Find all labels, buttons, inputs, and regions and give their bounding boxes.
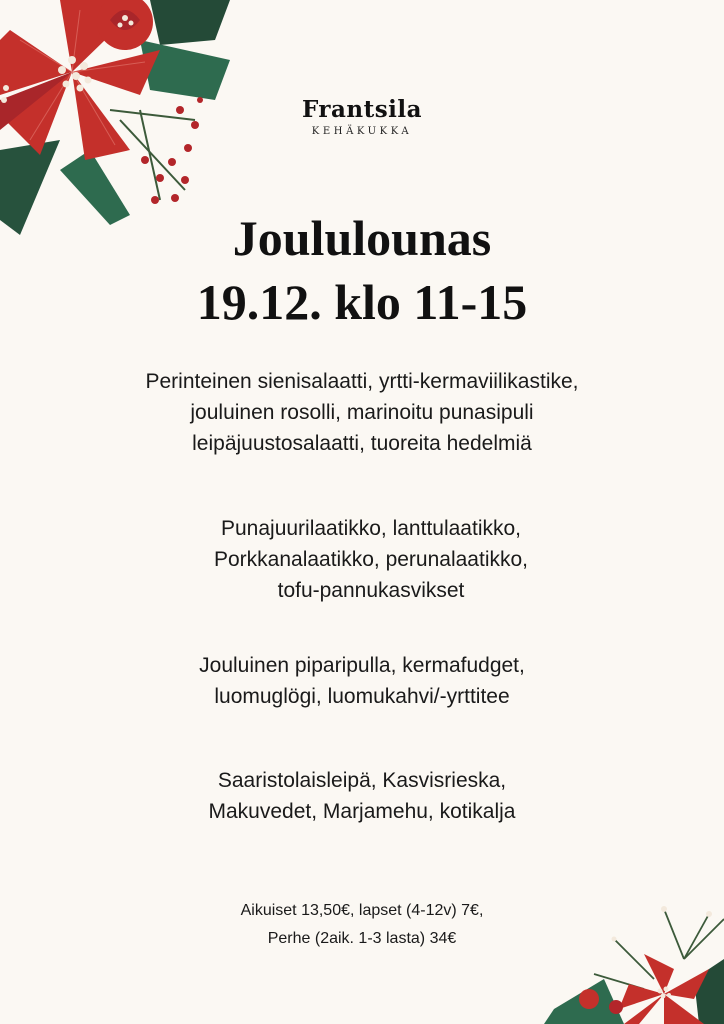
menu-line: Perinteinen sienisalaatti, yrtti-kermaviilikastike, — [145, 370, 579, 393]
menu-line: Porkkanalaatikko, perunalaatikko, — [213, 548, 528, 571]
menu-section-desserts — [0, 650, 724, 712]
brand-name: Frantsila — [301, 96, 423, 123]
menu-line: Saaristolaisleipä, Kasvisrieska, — [217, 769, 507, 792]
price-line: Perhe (2aik. 1-3 lasta) 34€ — [267, 930, 457, 947]
menu-line: Punajuurilaatikko, lanttulaatikko, — [220, 517, 521, 540]
menu-line: luomuglögi, luomukahvi/-yrttitee — [214, 685, 510, 708]
menu-section-casseroles — [0, 513, 724, 606]
menu-line: leipäjuustosalaatti, tuoreita hedelmiä — [192, 432, 532, 455]
price-list — [0, 897, 724, 953]
brand-subtitle: KEHÄKUKKA — [311, 126, 413, 137]
menu-line: tofu-pannukasvikset — [277, 579, 465, 602]
menu-section-breads-drinks — [0, 765, 724, 827]
menu-section-salads — [0, 366, 724, 459]
price-line: Aikuiset 13,50€, lapset (4-12v) 7€, — [240, 902, 484, 919]
title-line-name: Joululounas — [232, 210, 492, 266]
title-line-date: 19.12. klo 11-15 — [196, 274, 528, 330]
brand-logo — [0, 96, 724, 137]
menu-line: jouluinen rosolli, marinoitu punasipuli — [190, 401, 534, 424]
page-title — [0, 206, 724, 334]
menu-line: Jouluinen piparipulla, kermafudget, — [199, 654, 525, 677]
menu-line: Makuvedet, Marjamehu, kotikalja — [208, 800, 516, 823]
